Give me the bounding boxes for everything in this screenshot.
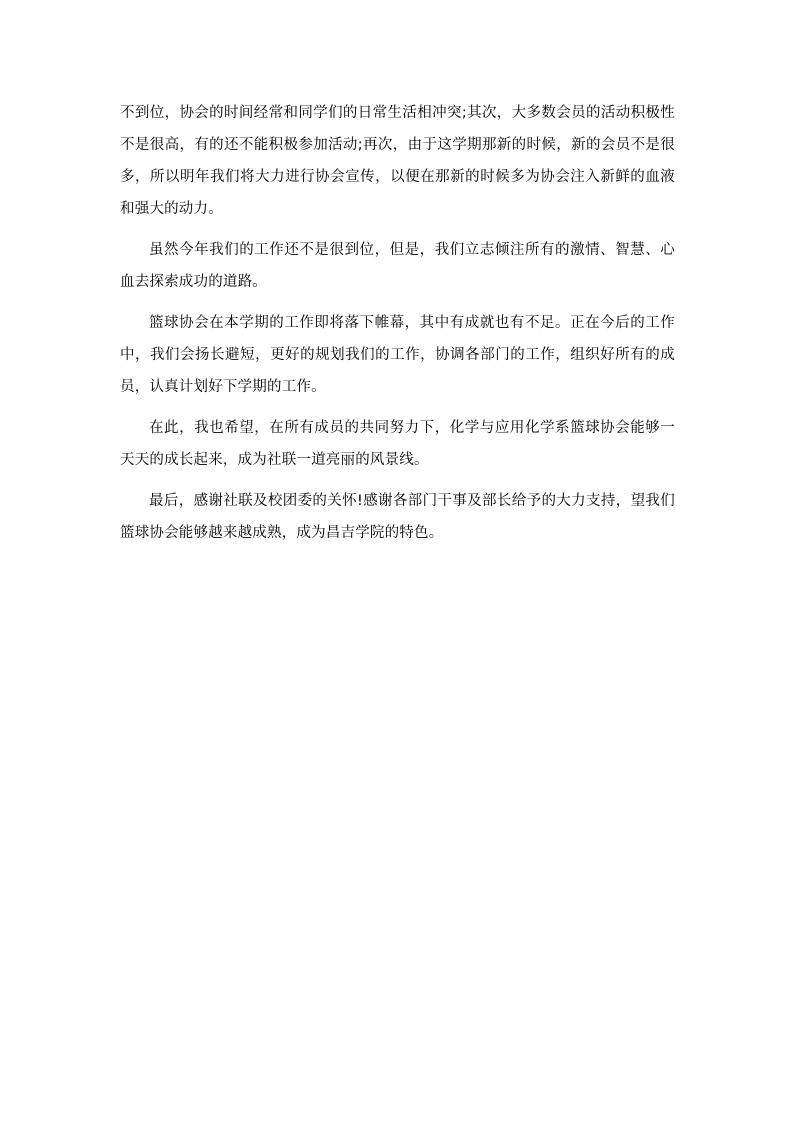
- paragraph-continuation: 不到位，协会的时间经常和同学们的日常生活相冲突;其次，大多数会员的活动积极性不是很高，有的还不能积极参加活动;再次，由于这学期那新的时候，新的会员不是很多，所以明年我们将大力进行协会宣传，以便在那新的时候多为协会注入新鲜的血液和强大的动力。: [120, 105, 675, 217]
- paragraph-thanks: 最后，感谢社联及校团委的关怀!感谢各部门干事及部长给予的大力支持，望我们篮球协会能够越来越成熟，成为昌吉学院的特色。: [120, 493, 675, 541]
- paragraph-semester-summary: 篮球协会在本学期的工作即将落下帷幕，其中有成就也有不足。正在今后的工作中，我们会扬长避短，更好的规划我们的工作，协调各部门的工作，组织好所有的成员，认真计划好下学期的工作。: [120, 315, 675, 395]
- document-body: [120, 97, 675, 558]
- paragraph-hope: 在此，我也希望，在所有成员的共同努力下，化学与应用化学系篮球协会能够一天天的成长起来，成为社联一道亮丽的风景线。: [120, 420, 675, 468]
- paragraph-work-status: 虽然今年我们的工作还不是很到位，但是，我们立志倾注所有的激情、智慧、心血去探索成功的道路。: [120, 242, 675, 290]
